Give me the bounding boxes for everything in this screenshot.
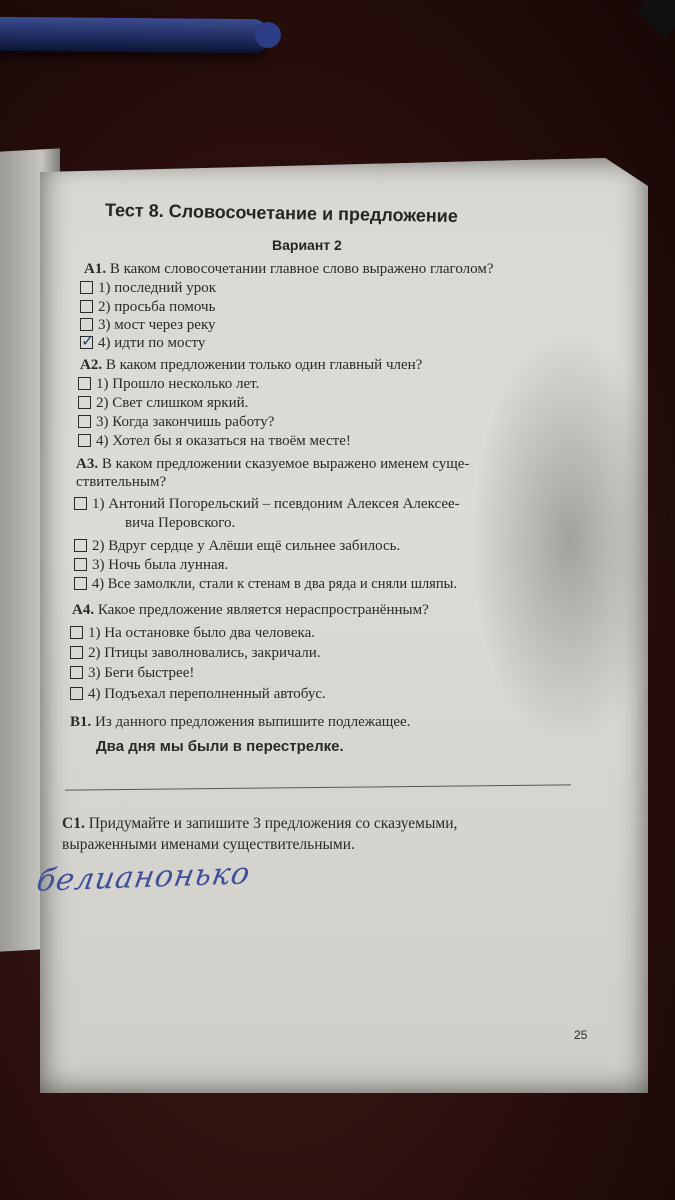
checkbox[interactable]: [78, 415, 91, 428]
pen-cap: [255, 22, 281, 48]
test-title: Тест 8. Словосочетание и предложение: [104, 199, 459, 227]
variant-label: Вариант 2: [272, 237, 342, 253]
question-text: Какое предложение является нераспространённым?: [97, 602, 429, 618]
option-a3-3[interactable]: [74, 557, 228, 574]
checkbox[interactable]: [70, 687, 83, 700]
option-label: 4) Все замолкли, стали к стенам в два ряда и сняли шляпы.: [92, 576, 457, 592]
option-a1-1[interactable]: [80, 280, 216, 297]
option-a3-1[interactable]: [74, 496, 460, 513]
option-label: 1) Прошло несколько лет.: [96, 376, 260, 392]
option-label: 2) просьба помочь: [98, 299, 216, 315]
checkbox[interactable]: [70, 646, 83, 659]
option-label: 4) Хотел бы я оказаться на твоём месте!: [96, 433, 351, 449]
checkbox[interactable]: [74, 539, 87, 552]
checkbox[interactable]: [70, 626, 83, 639]
option-label: 1) На остановке было два человека.: [88, 625, 316, 641]
checkbox[interactable]: [74, 558, 87, 571]
option-label: 2) Свет слишком яркий.: [96, 395, 249, 411]
question-text: В каком словосочетании главное слово выражено глаголом?: [109, 261, 494, 277]
question-b1: [70, 714, 410, 731]
handwritten-answer: белианонько: [33, 856, 254, 899]
checkbox-checked[interactable]: [80, 331, 95, 350]
option-label: 3) мост через реку: [98, 317, 216, 333]
checkbox[interactable]: [74, 497, 87, 510]
option-a2-2[interactable]: [78, 395, 248, 412]
question-a3-cont: ствительным?: [76, 474, 167, 490]
option-a4-4[interactable]: [70, 686, 326, 703]
option-label: 3) Когда закончишь работу?: [96, 414, 275, 430]
question-text: В каком предложении сказуемое выражено именем суще-: [101, 456, 470, 472]
option-a4-2[interactable]: [70, 645, 321, 662]
pen: [0, 17, 270, 54]
option-a1-4[interactable]: [80, 331, 206, 352]
question-number: А1.: [84, 261, 107, 277]
page-number: 25: [574, 1028, 588, 1042]
option-label: 2) Птицы заволновались, закричали.: [88, 645, 321, 661]
option-label: 3) Ночь была лунная.: [92, 557, 229, 573]
checkbox[interactable]: [78, 434, 91, 447]
question-number: В1.: [70, 714, 92, 730]
option-label: 2) Вдруг сердце у Алёши ещё сильнее забилось.: [92, 538, 401, 554]
option-label: 1) последний урок: [98, 280, 217, 296]
question-c1: [62, 815, 457, 833]
checkbox[interactable]: [80, 300, 93, 313]
question-number: А4.: [72, 602, 95, 618]
option-a4-1[interactable]: [70, 625, 315, 642]
checkbox[interactable]: [70, 666, 83, 679]
page-shadow: [470, 330, 670, 750]
question-number: А2.: [80, 357, 103, 373]
dark-corner: [637, 0, 675, 38]
checkmark-icon: ✓: [81, 331, 95, 350]
option-label: 3) Беги быстрее!: [88, 665, 195, 681]
option-label: 1) Антоний Погорельский – псевдоним Алексея Алексее-: [92, 496, 460, 512]
question-a4: [72, 602, 429, 619]
checkbox[interactable]: [80, 318, 93, 331]
option-a4-3[interactable]: [70, 665, 194, 682]
option-a1-2[interactable]: [80, 299, 215, 316]
checkbox[interactable]: [78, 396, 91, 409]
question-text: Придумайте и запишите 3 предложения со сказуемыми,: [88, 815, 458, 832]
option-label: 4) идти по мосту: [98, 335, 206, 351]
checkbox[interactable]: [78, 377, 91, 390]
question-c1-cont: выраженными именами существительными.: [62, 836, 355, 853]
checkbox[interactable]: [74, 577, 87, 590]
checkbox[interactable]: [80, 281, 93, 294]
option-a3-4[interactable]: [74, 576, 457, 593]
b1-sentence: Два дня мы были в перестрелке.: [96, 738, 344, 755]
question-number: С1.: [62, 815, 85, 832]
option-a2-1[interactable]: [78, 376, 259, 393]
question-a3: [76, 456, 469, 473]
option-a2-4[interactable]: [78, 433, 351, 450]
option-a3-1-cont: вича Перовского.: [125, 515, 236, 531]
question-text: В каком предложении только один главный член?: [105, 357, 423, 373]
option-a2-3[interactable]: [78, 414, 274, 431]
question-a1: [84, 261, 494, 278]
option-label: 4) Подъехал переполненный автобус.: [88, 686, 326, 702]
question-a2: [80, 357, 422, 374]
question-number: А3.: [76, 456, 99, 472]
question-text: Из данного предложения выпишите подлежащее.: [95, 714, 411, 730]
option-a1-3[interactable]: [80, 317, 216, 334]
option-a3-2[interactable]: [74, 538, 400, 555]
